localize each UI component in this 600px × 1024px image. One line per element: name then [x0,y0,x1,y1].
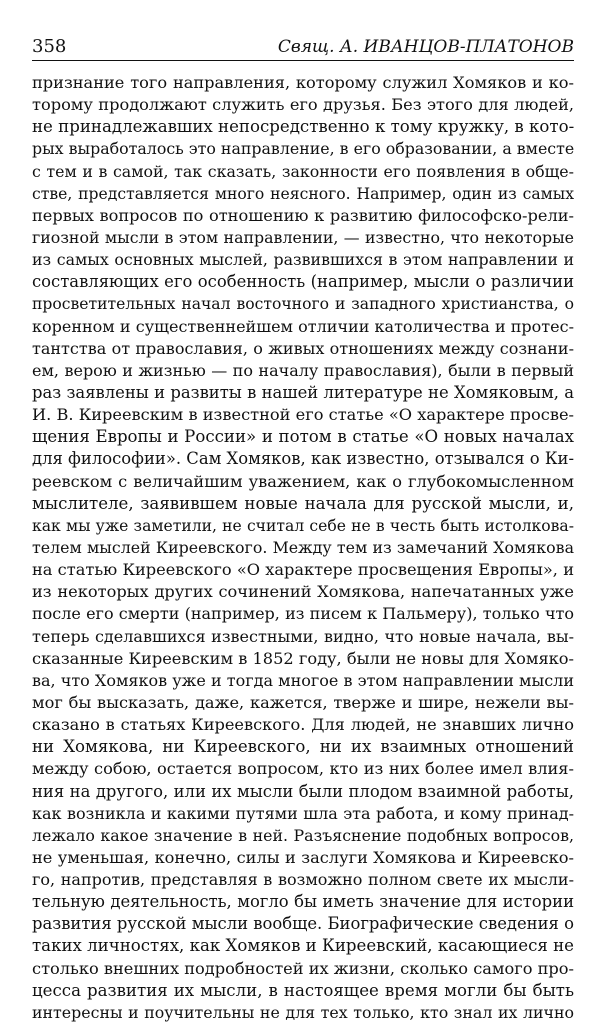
page-header [32,36,574,61]
text-line: сказанные Киреевским в 1852 году, были не новы для Хомяко- [32,648,574,668]
text-line: ва, что Хомяков уже и тогда многое в этом направлении мысли [32,670,574,690]
text-line: коренном и существеннейшем отличии католичества и протес- [32,316,574,336]
text-line: столько внешних подробностей их жизни, сколько самого про- [32,958,574,978]
text-line: цесса развития их мысли, в настоящее время могли бы быть [32,980,574,1000]
text-line: теперь сделавшихся известными, видно, что новые начала, вы- [32,626,574,646]
text-line: гиозной мысли в этом направлении, — известно, что некоторые [32,227,574,247]
text-line: после его смерти (например, из писем к Пальмеру), только что [32,604,574,624]
text-line: щения Европы и России» и потом в статье «О новых началах [32,427,574,447]
text-line: го, напротив, представляя в возможно полном свете их мысли- [32,870,574,890]
text-line: ни Хомякова, ни Киреевского, ни их взаимных отношений [32,737,574,757]
text-line: таких личностях, как Хомяков и Киреевский, касающиеся не [32,936,574,956]
text-line: не принадлежавших непосредственно к тому кружку, в кото- [32,117,575,137]
text-line: как мы уже заметили, не считал себе не в честь быть истолкова- [32,516,574,535]
text-line: рых выработалось это направление, в его образовании, а вместе [32,139,575,159]
text-line: телем мыслей Киреевского. Между тем из замечаний Хомякова [32,537,574,557]
text-line: мог бы высказать, даже, кажется, тверже и шире, нежели вы- [32,692,574,712]
text-line: не уменьшая, конечно, силы и заслуги Хомякова и Киреевско- [32,847,574,867]
text-line: из некоторых других сочинений Хомякова, напечатанных уже [32,582,574,602]
text-line: интересны и поучительны не для тех только, кто знал их лично [32,1002,574,1022]
text-line: между собою, остается вопросом, кто из них более имел влия- [32,759,574,779]
text-line: развития русской мысли вообще. Биографические сведения о [32,914,574,934]
body-text [32,72,574,1024]
text-line: как возникла и какими путями шла эта работа, и кому принад- [32,803,574,823]
page-number: 358 [32,36,67,57]
text-line: ем, верою и жизнью — по началу православия), были в первый [32,360,574,380]
text-line: из самых основных мыслей, развившихся в этом направлении и [32,250,574,270]
text-line: тантства от православия, о живых отношениях между сознани- [32,338,574,358]
text-line: лежало какое значение в ней. Разъяснение подобных вопросов, [32,825,574,845]
text-line: мыслителе, заявившем новые начала для русской мысли, и, [32,493,574,513]
text-line: на статью Киреевского «О характере просвещения Европы», и [32,560,574,580]
text-line: сказано в статьях Киреевского. Для людей, не знавших лично [32,715,574,735]
text-line: для философии». Сам Хомяков, как известно, отзывался о Ки- [32,449,574,469]
text-line: первых вопросов по отношению к развитию философско-рели- [32,205,574,225]
text-line: раз заявлены и развиты в нашей литературе не Хомяковым, а [32,382,574,402]
text-line: признание того направления, которому служил Хомяков и ко- [32,73,574,92]
text-line: составляющих его особенность (например, мысли о различии [32,272,574,292]
text-line: просветительных начал восточного и западного христианства, о [32,295,574,314]
text-line: ния на другого, или их мысли были плодом взаимной работы, [32,781,574,801]
running-title: Свящ. А. ИВАНЦОВ-ПЛАТОНОВ [277,37,574,57]
text-line: реевском с величайшим уважением, как о глубокомысленном [32,471,574,491]
text-line: тельную деятельность, могло бы иметь значение для истории [32,892,574,912]
text-line: торому продолжают служить его друзья. Без этого для людей, [32,95,574,115]
text-line: с тем и в самой, так сказать, законности его появления в обще- [32,161,574,181]
text-line: стве, представляется много неясного. Например, один из самых [32,184,574,203]
text-line: И. В. Киреевским в известной его статье «О характере просве- [32,405,574,425]
